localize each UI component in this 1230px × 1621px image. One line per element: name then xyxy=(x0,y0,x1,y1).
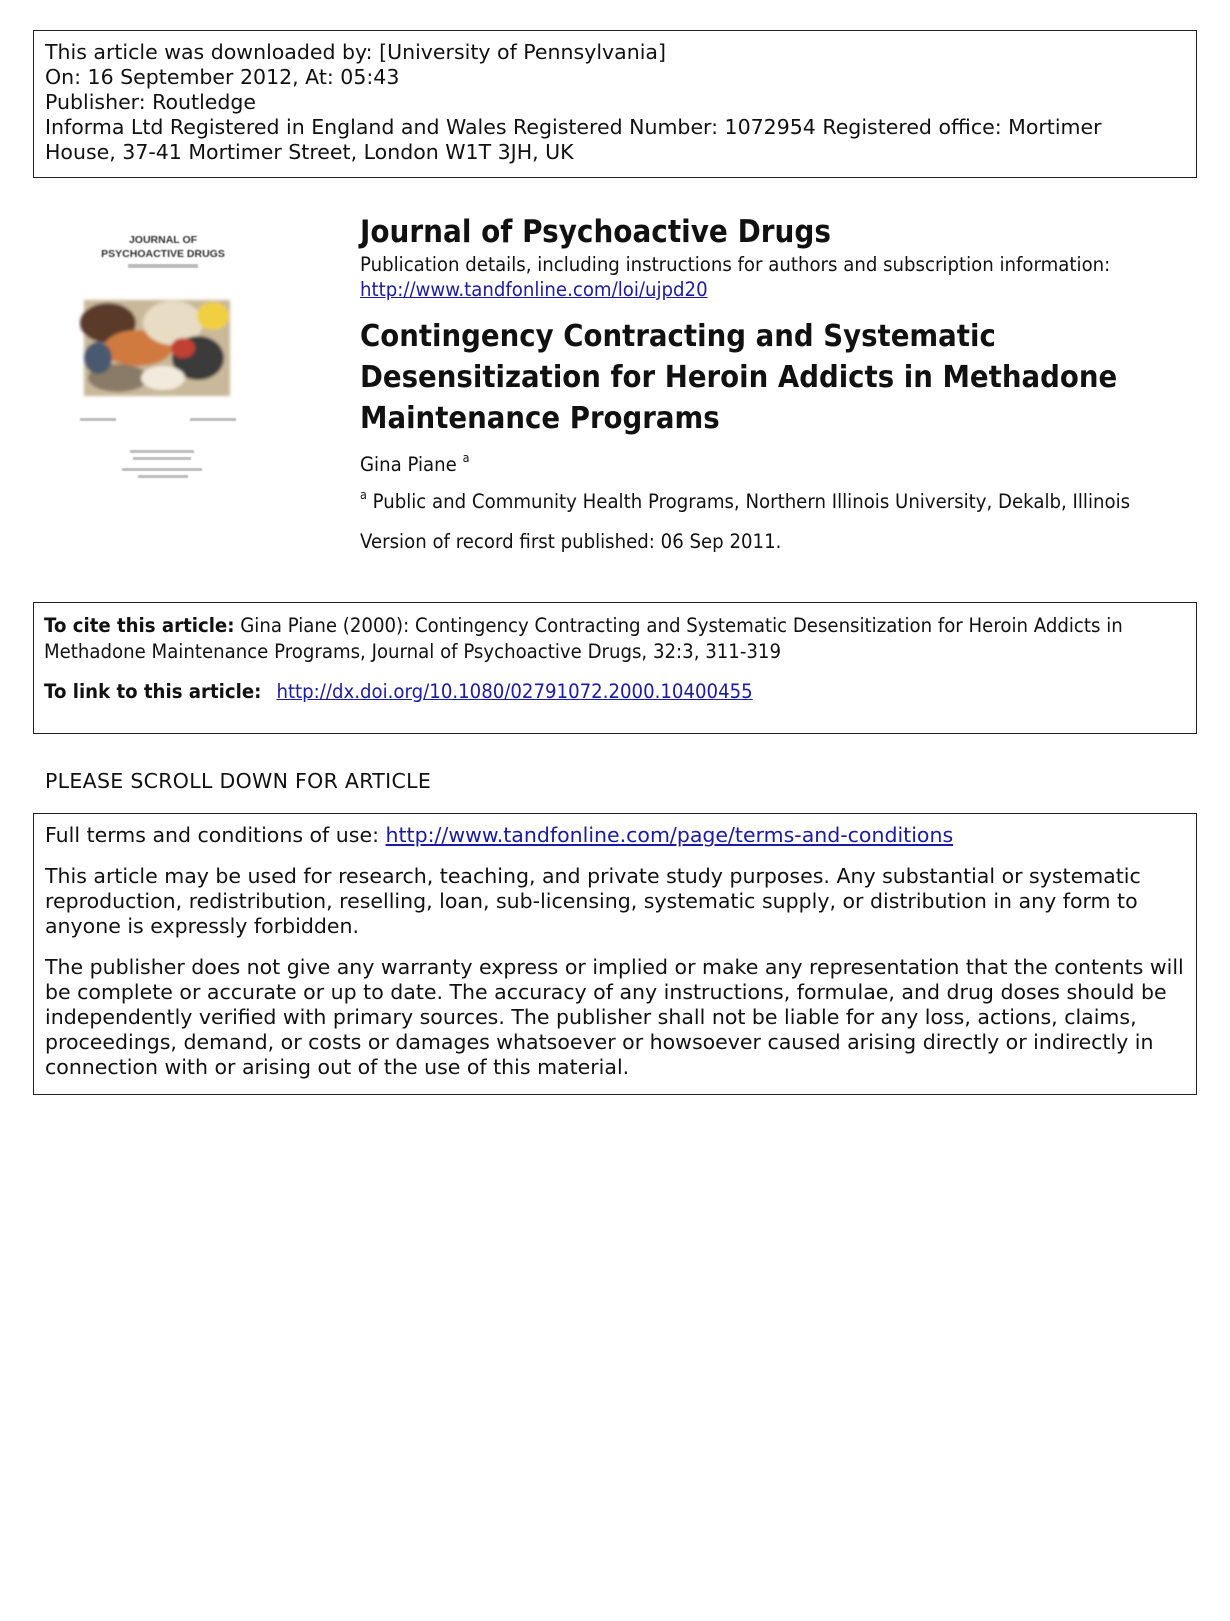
download-line-institution: This article was downloaded by: [University of Pennsylvania] xyxy=(45,40,666,64)
journal-cover-image xyxy=(78,228,248,508)
download-line-publisher: Publisher: Routledge xyxy=(45,90,257,114)
terms-label: Full terms and conditions of use: xyxy=(45,823,379,847)
affiliation-marker: a xyxy=(360,488,367,502)
cover-title-line2: PSYCHOACTIVE DRUGS xyxy=(101,248,225,260)
cite-paragraph xyxy=(44,613,1183,665)
publication-details: Publication details, including instructions for authors and subscription information: xyxy=(360,253,1111,276)
download-notice-box xyxy=(33,30,1197,178)
article-metadata xyxy=(360,212,1190,555)
article-title-line3: Maintenance Programs xyxy=(360,401,720,436)
download-line-date: On: 16 September 2012, At: 05:43 xyxy=(45,65,400,89)
terms-disclaimer-paragraph: The publisher does not give any warranty express or implied or make any representation that the contents will be complete or accurate or up to date. The accuracy of any instructions, formulae, and drug doses should be independently verified with primary sources. The publisher shall not be liable for any loss, actions, claims, proceedings, demand, or costs or damages whatsoever or howsoever caused arising directly or indirectly in connection with or arising out of the use of this material. xyxy=(45,955,1184,1079)
doi-link[interactable]: http://dx.doi.org/10.1080/02791072.2000.10400455 xyxy=(276,680,753,703)
cite-text: Gina Piane (2000): Contingency Contracting and Systematic Desensitization for Heroin Addicts in Methadone Maintenance Programs, Journal of Psychoactive Drugs, 32:3, 311-319 xyxy=(44,614,1123,663)
author-name: Gina Piane xyxy=(360,453,457,476)
affiliation xyxy=(360,482,1132,515)
author xyxy=(360,445,1132,478)
terms-link[interactable]: http://www.tandfonline.com/page/terms-and-conditions xyxy=(385,823,954,847)
citation-box xyxy=(33,602,1197,734)
download-line-registration: Informa Ltd Registered in England and Wales Registered Number: 1072954 Registered office: Mortimer xyxy=(45,115,1102,139)
terms-usage-paragraph: This article may be used for research, teaching, and private study purposes. Any substantial or systematic reproduction, redistribution, reselling, loan, sub-licensing, systematic supply, or distribution in any form to anyone is expressly forbidden. xyxy=(45,864,1141,938)
journal-url-link[interactable]: http://www.tandfonline.com/loi/ujpd20 xyxy=(360,278,708,301)
terms-link-row xyxy=(45,823,1185,848)
version-of-record: Version of record first published: 06 Sep 2011. xyxy=(360,530,782,553)
cite-link-row xyxy=(44,679,1183,705)
cover-title-line1: JOURNAL OF xyxy=(128,234,198,246)
cite-label: To cite this article: xyxy=(44,614,235,637)
affiliation-text: Public and Community Health Programs, Northern Illinois University, Dekalb, Illinois xyxy=(372,490,1131,513)
article-title xyxy=(360,316,1188,439)
download-line-address: House, 37-41 Mortimer Street, London W1T 3JH, UK xyxy=(45,140,574,164)
link-label: To link to this article: xyxy=(44,680,262,703)
article-title-line1: Contingency Contracting and Systematic xyxy=(360,319,996,354)
cover-illustration xyxy=(78,228,248,508)
scroll-down-note: PLEASE SCROLL DOWN FOR ARTICLE xyxy=(45,769,432,793)
article-title-line2: Desensitization for Heroin Addicts in Methadone xyxy=(360,360,1118,395)
journal-title: Journal of Psychoactive Drugs xyxy=(360,214,831,250)
author-affiliation-marker: a xyxy=(462,451,470,465)
terms-box xyxy=(33,813,1197,1095)
